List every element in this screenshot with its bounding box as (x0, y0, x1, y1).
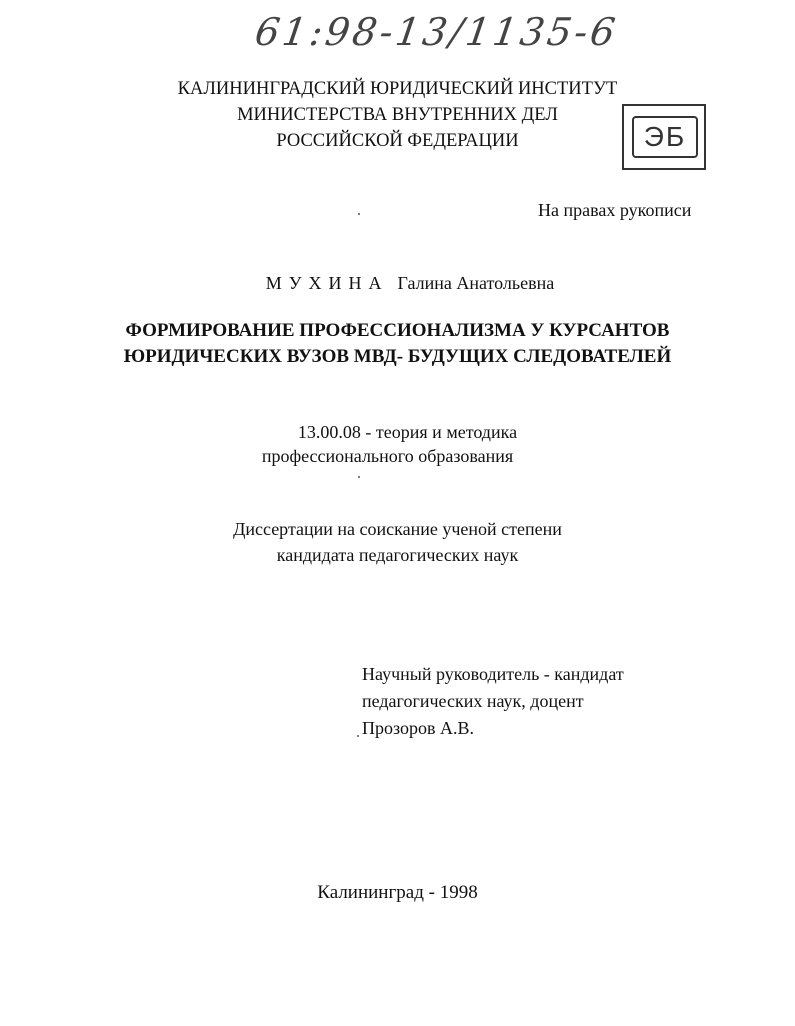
supervisor-line-2: педагогических наук, доцент (362, 691, 584, 711)
specialty-line-1: 13.00.08 - теория и методика (297, 422, 518, 442)
specialty (0, 420, 795, 468)
speck (357, 735, 359, 737)
degree-line-2: кандидата педагогических наук (276, 545, 519, 565)
specialty-line-2: профессионального образования (261, 446, 514, 466)
degree-statement (0, 516, 795, 568)
speck (358, 213, 360, 215)
degree-line-1: Диссертации на соискание ученой степени (233, 519, 562, 539)
author-given-name: Галина Анатольевна (397, 273, 555, 293)
library-stamp (622, 104, 706, 170)
supervisor-line-1: Научный руководитель - кандидат (362, 664, 624, 684)
archive-number-handwriting: 61:98-13/1135-6 (252, 10, 621, 54)
city-year: Калининград - 1998 (317, 882, 478, 903)
supervisor-block (362, 661, 624, 742)
supervisor-name: Прозоров А.В. (362, 718, 475, 738)
stamp-text: ЭБ (632, 116, 698, 158)
title-line-1: ФОРМИРОВАНИЕ ПРОФЕССИОНАЛИЗМА У КУРСАНТОВ (125, 320, 670, 341)
institution-line-2: МИНИСТЕРСТВА ВНУТРЕННИХ ДЕЛ (237, 105, 558, 125)
dissertation-title (0, 318, 795, 370)
institution-line-1: КАЛИНИНГРАДСКИЙ ЮРИДИЧЕСКИЙ ИНСТИТУТ (177, 79, 618, 99)
title-line-2: ЮРИДИЧЕСКИХ ВУЗОВ МВД- БУДУЩИХ СЛЕДОВАТЕЛЕЙ (123, 346, 672, 367)
rights-notice: На правах рукописи (538, 200, 692, 220)
speck (358, 476, 360, 478)
author-name (0, 273, 795, 294)
author-surname: МУХИНА (265, 273, 389, 293)
institution-line-3: РОССИЙСКОЙ ФЕДЕРАЦИИ (276, 131, 519, 151)
